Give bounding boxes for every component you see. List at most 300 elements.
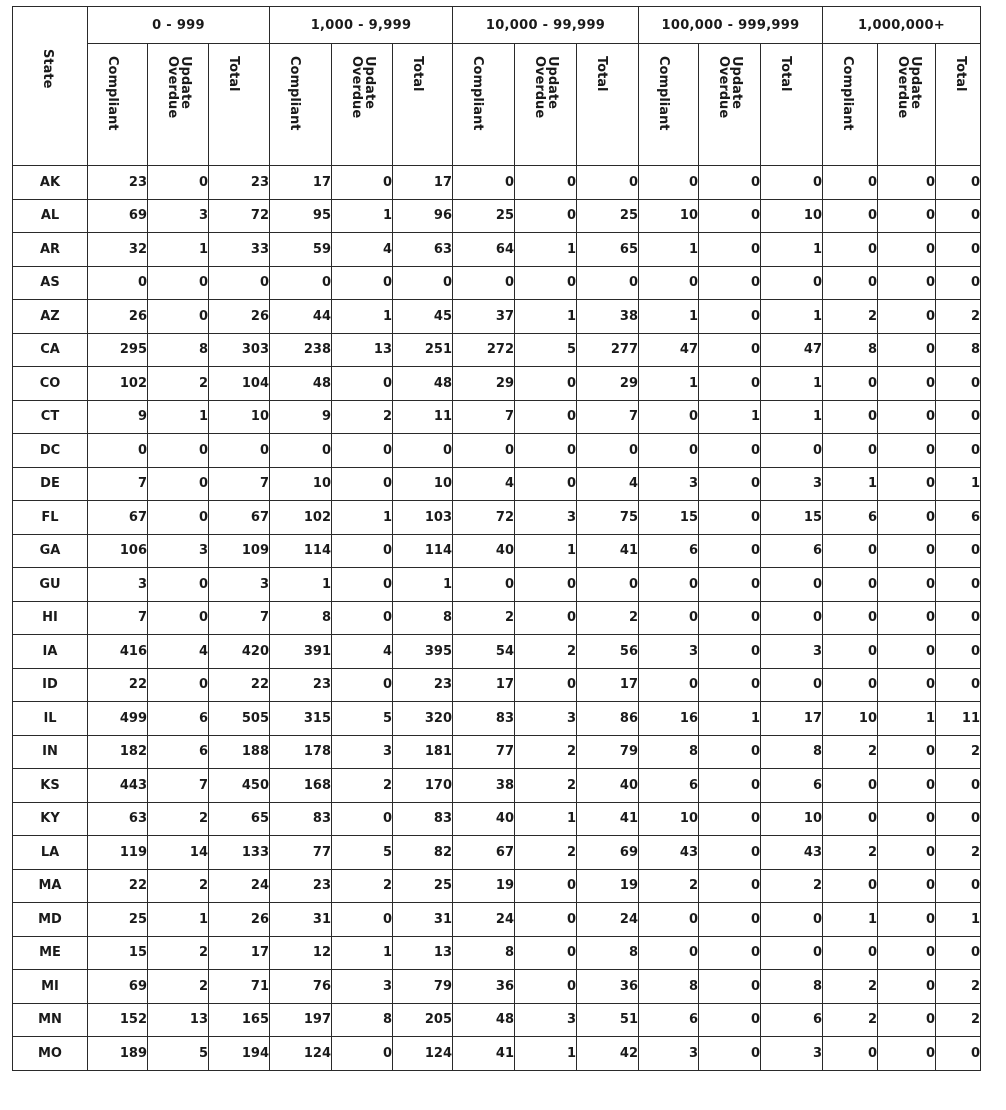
compliant-cell: 17	[453, 668, 515, 702]
subheader-label: Compliant	[656, 56, 671, 131]
update-overdue-cell: 0	[332, 434, 393, 468]
compliant-cell: 1	[270, 568, 332, 602]
update-overdue-cell: 0	[878, 467, 936, 501]
total-cell: 51	[577, 1003, 639, 1037]
update-overdue-cell: 0	[515, 568, 577, 602]
compliant-cell: 1	[639, 300, 699, 334]
subheader-label: Compliant	[840, 56, 855, 131]
total-cell: 71	[209, 970, 270, 1004]
compliant-cell: 197	[270, 1003, 332, 1037]
update-overdue-cell: 0	[878, 266, 936, 300]
compliant-cell: 0	[639, 601, 699, 635]
total-cell: 17	[577, 668, 639, 702]
table-row	[13, 668, 981, 702]
total-cell: 0	[761, 936, 823, 970]
compliant-cell: 102	[270, 501, 332, 535]
total-cell: 1	[761, 400, 823, 434]
update-overdue-cell: 1	[515, 233, 577, 267]
compliant-cell: 0	[823, 534, 878, 568]
state-cell: GA	[13, 534, 88, 568]
update-overdue-cell: 0	[878, 769, 936, 803]
total-cell: 17	[761, 702, 823, 736]
compliant-cell: 59	[270, 233, 332, 267]
subheader-label: Compliant	[287, 56, 302, 131]
state-cell: AK	[13, 166, 88, 200]
total-cell: 0	[577, 568, 639, 602]
state-cell: CO	[13, 367, 88, 401]
total-cell: 114	[393, 534, 453, 568]
update-overdue-cell: 0	[332, 802, 393, 836]
total-cell: 1	[761, 300, 823, 334]
table-body	[13, 166, 981, 1071]
update-overdue-cell: 2	[515, 635, 577, 669]
group-header-0-999: 0 - 999	[88, 7, 270, 44]
table-row	[13, 367, 981, 401]
total-cell: 13	[393, 936, 453, 970]
state-cell: IA	[13, 635, 88, 669]
total-cell: 2	[936, 836, 981, 870]
subheader-label: Update Overdue	[532, 56, 560, 119]
total-cell: 96	[393, 199, 453, 233]
total-cell: 10	[761, 802, 823, 836]
update-overdue-cell: 0	[332, 534, 393, 568]
update-overdue-cell: 0	[699, 233, 761, 267]
compliant-cell: 6	[639, 534, 699, 568]
compliant-cell: 416	[88, 635, 148, 669]
update-overdue-cell: 0	[699, 836, 761, 870]
compliant-cell: 0	[639, 434, 699, 468]
compliant-cell: 31	[270, 903, 332, 937]
state-cell: MO	[13, 1037, 88, 1071]
total-cell: 67	[209, 501, 270, 535]
update-overdue-cell: 2	[515, 836, 577, 870]
total-cell: 75	[577, 501, 639, 535]
total-cell: 505	[209, 702, 270, 736]
total-cell: 6	[761, 1003, 823, 1037]
update-overdue-cell: 0	[699, 199, 761, 233]
update-overdue-cell: 3	[332, 970, 393, 1004]
total-cell: 0	[936, 936, 981, 970]
compliant-cell: 119	[88, 836, 148, 870]
compliant-cell: 0	[639, 166, 699, 200]
total-cell: 0	[761, 903, 823, 937]
total-cell: 8	[761, 970, 823, 1004]
compliant-cell: 391	[270, 635, 332, 669]
total-cell: 79	[393, 970, 453, 1004]
update-overdue-cell: 0	[332, 166, 393, 200]
compliant-cell: 63	[88, 802, 148, 836]
compliant-cell: 40	[453, 802, 515, 836]
compliant-cell: 315	[270, 702, 332, 736]
update-overdue-cell: 1	[148, 400, 209, 434]
total-cell: 0	[209, 434, 270, 468]
compliant-cell: 2	[823, 1003, 878, 1037]
update-overdue-cell: 0	[878, 970, 936, 1004]
table-row	[13, 166, 981, 200]
compliant-cell: 8	[453, 936, 515, 970]
state-cell: ID	[13, 668, 88, 702]
update-overdue-cell: 0	[515, 936, 577, 970]
table-row	[13, 869, 981, 903]
compliant-cell: 25	[453, 199, 515, 233]
subheader-total	[577, 44, 639, 166]
compliant-cell: 152	[88, 1003, 148, 1037]
state-cell: KY	[13, 802, 88, 836]
group-header-10000-99999: 10,000 - 99,999	[453, 7, 639, 44]
compliant-cell: 2	[823, 836, 878, 870]
update-overdue-cell: 0	[699, 601, 761, 635]
compliant-cell: 7	[453, 400, 515, 434]
update-overdue-cell: 8	[332, 1003, 393, 1037]
update-overdue-cell: 0	[699, 434, 761, 468]
state-cell: IN	[13, 735, 88, 769]
compliant-cell: 1	[639, 233, 699, 267]
update-overdue-cell: 0	[699, 467, 761, 501]
compliant-cell: 47	[639, 333, 699, 367]
update-overdue-cell: 0	[878, 300, 936, 334]
update-overdue-cell: 2	[148, 869, 209, 903]
total-cell: 25	[393, 869, 453, 903]
table-row	[13, 970, 981, 1004]
compliant-cell: 114	[270, 534, 332, 568]
update-overdue-cell: 0	[515, 601, 577, 635]
compliant-cell: 0	[270, 434, 332, 468]
total-cell: 0	[936, 635, 981, 669]
compliant-cell: 2	[453, 601, 515, 635]
compliant-cell: 2	[639, 869, 699, 903]
update-overdue-cell: 5	[148, 1037, 209, 1071]
total-cell: 0	[577, 266, 639, 300]
total-cell: 251	[393, 333, 453, 367]
state-cell: DC	[13, 434, 88, 468]
update-overdue-cell: 0	[332, 266, 393, 300]
state-cell: DE	[13, 467, 88, 501]
update-overdue-cell: 0	[515, 970, 577, 1004]
update-overdue-cell: 6	[148, 702, 209, 736]
update-overdue-cell: 0	[878, 869, 936, 903]
compliant-cell: 0	[639, 668, 699, 702]
update-overdue-cell: 0	[148, 601, 209, 635]
compliant-cell: 124	[270, 1037, 332, 1071]
subheader-compliant	[823, 44, 878, 166]
state-cell: CA	[13, 333, 88, 367]
total-cell: 1	[936, 467, 981, 501]
total-cell: 0	[393, 434, 453, 468]
compliant-cell: 9	[88, 400, 148, 434]
compliant-cell: 69	[88, 199, 148, 233]
compliant-cell: 7	[88, 467, 148, 501]
update-overdue-cell: 0	[878, 501, 936, 535]
compliant-cell: 26	[88, 300, 148, 334]
total-cell: 40	[577, 769, 639, 803]
total-cell: 0	[761, 668, 823, 702]
compliant-cell: 25	[88, 903, 148, 937]
update-overdue-cell: 1	[332, 199, 393, 233]
total-cell: 42	[577, 1037, 639, 1071]
compliant-cell: 6	[823, 501, 878, 535]
total-cell: 17	[209, 936, 270, 970]
update-overdue-cell: 0	[699, 266, 761, 300]
update-overdue-cell: 0	[878, 333, 936, 367]
compliant-cell: 67	[88, 501, 148, 535]
update-overdue-cell: 1	[332, 501, 393, 535]
total-cell: 72	[209, 199, 270, 233]
compliant-cell: 44	[270, 300, 332, 334]
update-overdue-cell: 0	[699, 1037, 761, 1071]
compliant-cell: 6	[639, 1003, 699, 1037]
compliant-cell: 8	[823, 333, 878, 367]
update-overdue-cell: 0	[515, 166, 577, 200]
total-cell: 79	[577, 735, 639, 769]
total-cell: 41	[577, 534, 639, 568]
subheader-update-overdue	[878, 44, 936, 166]
update-overdue-cell: 0	[878, 802, 936, 836]
compliant-cell: 238	[270, 333, 332, 367]
update-overdue-cell: 0	[699, 869, 761, 903]
total-cell: 1	[761, 367, 823, 401]
total-cell: 15	[761, 501, 823, 535]
compliant-cell: 9	[270, 400, 332, 434]
total-cell: 170	[393, 769, 453, 803]
total-cell: 0	[761, 166, 823, 200]
total-cell: 3	[761, 635, 823, 669]
state-cell: MA	[13, 869, 88, 903]
total-cell: 0	[936, 233, 981, 267]
table-row	[13, 702, 981, 736]
total-cell: 205	[393, 1003, 453, 1037]
total-cell: 165	[209, 1003, 270, 1037]
total-cell: 0	[936, 568, 981, 602]
compliant-cell: 8	[270, 601, 332, 635]
state-header-label: State	[40, 49, 55, 89]
update-overdue-cell: 0	[699, 769, 761, 803]
update-overdue-cell: 2	[332, 400, 393, 434]
subheader-label: Total	[953, 56, 968, 92]
total-cell: 22	[209, 668, 270, 702]
table-row	[13, 467, 981, 501]
total-cell: 395	[393, 635, 453, 669]
total-cell: 0	[936, 166, 981, 200]
total-cell: 0	[936, 266, 981, 300]
state-cell: KS	[13, 769, 88, 803]
update-overdue-cell: 0	[515, 400, 577, 434]
update-overdue-cell: 0	[878, 1037, 936, 1071]
compliant-cell: 8	[639, 970, 699, 1004]
update-overdue-cell: 0	[699, 903, 761, 937]
compliant-cell: 2	[823, 735, 878, 769]
total-cell: 103	[393, 501, 453, 535]
subheader-total	[209, 44, 270, 166]
total-cell: 2	[936, 970, 981, 1004]
total-cell: 0	[761, 601, 823, 635]
update-overdue-cell: 1	[515, 300, 577, 334]
update-overdue-cell: 0	[699, 635, 761, 669]
update-overdue-cell: 0	[878, 434, 936, 468]
subheader-compliant	[639, 44, 699, 166]
total-cell: 0	[936, 534, 981, 568]
table-row	[13, 936, 981, 970]
compliant-cell: 15	[88, 936, 148, 970]
update-overdue-cell: 0	[878, 166, 936, 200]
update-overdue-cell: 0	[148, 300, 209, 334]
compliant-cell: 8	[639, 735, 699, 769]
total-cell: 33	[209, 233, 270, 267]
update-overdue-cell: 5	[332, 836, 393, 870]
update-overdue-cell: 0	[699, 936, 761, 970]
compliant-cell: 23	[88, 166, 148, 200]
update-overdue-cell: 3	[515, 1003, 577, 1037]
total-cell: 7	[209, 601, 270, 635]
total-cell: 23	[209, 166, 270, 200]
subheader-label: Update Overdue	[349, 56, 377, 119]
update-overdue-cell: 3	[515, 501, 577, 535]
total-cell: 0	[936, 769, 981, 803]
compliant-cell: 272	[453, 333, 515, 367]
update-overdue-cell: 2	[148, 367, 209, 401]
update-overdue-cell: 0	[515, 869, 577, 903]
update-overdue-cell: 13	[148, 1003, 209, 1037]
compliant-cell: 0	[453, 434, 515, 468]
table-row	[13, 266, 981, 300]
total-cell: 65	[209, 802, 270, 836]
update-overdue-cell: 0	[515, 903, 577, 937]
update-overdue-cell: 2	[515, 735, 577, 769]
update-overdue-cell: 0	[878, 936, 936, 970]
total-cell: 24	[577, 903, 639, 937]
state-cell: CT	[13, 400, 88, 434]
compliant-cell: 3	[639, 635, 699, 669]
compliant-cell: 0	[823, 367, 878, 401]
compliant-cell: 0	[639, 400, 699, 434]
compliant-cell: 0	[639, 266, 699, 300]
total-cell: 25	[577, 199, 639, 233]
update-overdue-cell: 1	[515, 802, 577, 836]
update-overdue-cell: 0	[332, 467, 393, 501]
total-cell: 48	[393, 367, 453, 401]
compliant-cell: 36	[453, 970, 515, 1004]
compliant-cell: 32	[88, 233, 148, 267]
total-cell: 38	[577, 300, 639, 334]
update-overdue-cell: 3	[515, 702, 577, 736]
compliant-cell: 95	[270, 199, 332, 233]
compliant-cell: 0	[823, 1037, 878, 1071]
total-cell: 26	[209, 903, 270, 937]
subheader-total	[393, 44, 453, 166]
update-overdue-cell: 5	[515, 333, 577, 367]
update-overdue-cell: 0	[148, 434, 209, 468]
compliant-cell: 0	[823, 769, 878, 803]
total-cell: 45	[393, 300, 453, 334]
update-overdue-cell: 1	[699, 400, 761, 434]
total-cell: 1	[761, 233, 823, 267]
state-cell: MI	[13, 970, 88, 1004]
compliant-cell: 0	[823, 568, 878, 602]
compliant-cell: 17	[270, 166, 332, 200]
subheader-compliant	[270, 44, 332, 166]
total-cell: 6	[761, 534, 823, 568]
state-cell: IL	[13, 702, 88, 736]
total-cell: 2	[936, 735, 981, 769]
compliant-cell: 77	[453, 735, 515, 769]
table-container	[12, 6, 981, 1071]
update-overdue-cell: 1	[332, 936, 393, 970]
update-overdue-cell: 2	[148, 936, 209, 970]
update-overdue-cell: 0	[699, 534, 761, 568]
update-overdue-cell: 1	[878, 702, 936, 736]
total-cell: 0	[936, 367, 981, 401]
compliant-cell: 69	[88, 970, 148, 1004]
compliant-cell: 16	[639, 702, 699, 736]
compliant-cell: 0	[823, 233, 878, 267]
compliant-cell: 43	[639, 836, 699, 870]
update-overdue-cell: 5	[332, 702, 393, 736]
update-overdue-cell: 3	[148, 199, 209, 233]
subcolumn-header-row	[13, 44, 981, 166]
state-cell: GU	[13, 568, 88, 602]
total-cell: 0	[936, 434, 981, 468]
compliant-cell: 19	[453, 869, 515, 903]
total-cell: 420	[209, 635, 270, 669]
compliant-cell: 3	[639, 1037, 699, 1071]
total-cell: 450	[209, 769, 270, 803]
total-cell: 83	[393, 802, 453, 836]
compliant-cell: 10	[270, 467, 332, 501]
compliant-cell: 10	[639, 199, 699, 233]
total-cell: 7	[209, 467, 270, 501]
update-overdue-cell: 0	[699, 568, 761, 602]
update-overdue-cell: 0	[878, 1003, 936, 1037]
total-cell: 0	[761, 568, 823, 602]
total-cell: 109	[209, 534, 270, 568]
update-overdue-cell: 0	[699, 970, 761, 1004]
total-cell: 320	[393, 702, 453, 736]
compliant-cell: 72	[453, 501, 515, 535]
update-overdue-cell: 0	[699, 668, 761, 702]
table-row	[13, 1003, 981, 1037]
group-header-1000000-plus: 1,000,000+	[823, 7, 981, 44]
update-overdue-cell: 0	[332, 601, 393, 635]
compliant-cell: 37	[453, 300, 515, 334]
state-cell: LA	[13, 836, 88, 870]
compliant-cell: 29	[453, 367, 515, 401]
update-overdue-cell: 0	[878, 836, 936, 870]
update-overdue-cell: 0	[878, 635, 936, 669]
table-row	[13, 735, 981, 769]
subheader-label: Update Overdue	[716, 56, 744, 119]
total-cell: 23	[393, 668, 453, 702]
update-overdue-cell: 0	[332, 903, 393, 937]
update-overdue-cell: 0	[699, 333, 761, 367]
compliant-cell: 6	[639, 769, 699, 803]
compliant-cell: 83	[453, 702, 515, 736]
total-cell: 11	[936, 702, 981, 736]
state-cell: MN	[13, 1003, 88, 1037]
table-row	[13, 333, 981, 367]
total-cell: 6	[761, 769, 823, 803]
update-overdue-cell: 3	[148, 534, 209, 568]
compliant-cell: 0	[453, 568, 515, 602]
compliant-cell: 38	[453, 769, 515, 803]
update-overdue-cell: 2	[148, 970, 209, 1004]
total-cell: 2	[577, 601, 639, 635]
update-overdue-cell: 13	[332, 333, 393, 367]
total-cell: 41	[577, 802, 639, 836]
table-row	[13, 300, 981, 334]
total-cell: 2	[761, 869, 823, 903]
compliant-cell: 2	[823, 970, 878, 1004]
subheader-update-overdue	[332, 44, 393, 166]
compliant-cell: 0	[639, 936, 699, 970]
